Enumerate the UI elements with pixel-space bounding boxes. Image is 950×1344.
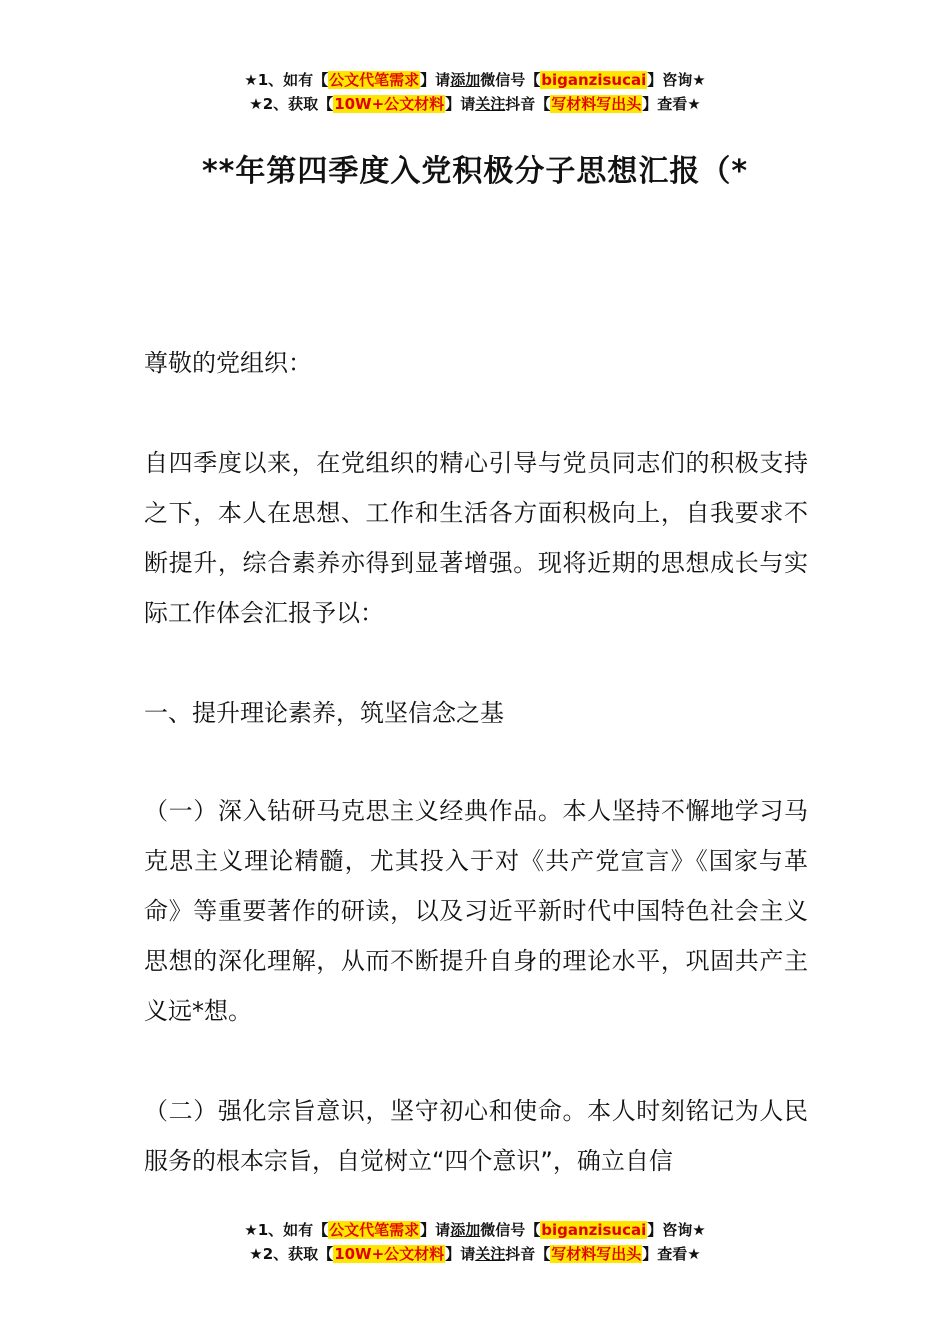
document-title: **年第四季度入党积极分子思想汇报（* xyxy=(201,154,749,189)
banner-text: 】咨询★ xyxy=(647,1221,706,1239)
intro-paragraph xyxy=(144,438,808,638)
item-text: （二）强化宗旨意识，坚守初心和使命。本人时刻铭记为人民服务的根本宗旨，自觉树立“四个意识”，确立自信 xyxy=(144,1097,808,1175)
banner-text: 】请 xyxy=(445,1245,476,1263)
banner-line-2 xyxy=(0,92,950,116)
banner-highlight: 写材料写出头 xyxy=(551,1245,642,1263)
banner-text: 微信号【 xyxy=(480,71,541,89)
banner-highlight: 公文代笔需求 xyxy=(329,1221,420,1239)
banner-emphasis: 关注 xyxy=(475,1245,506,1263)
banner-text: 抖音【 xyxy=(505,1245,551,1263)
banner-emphasis: 关注 xyxy=(475,95,506,113)
banner-text: 微信号【 xyxy=(480,1221,541,1239)
banner-highlight: biganzisucai xyxy=(541,1221,647,1239)
banner-text: 】咨询★ xyxy=(647,71,706,89)
banner-text: ★1、如有【 xyxy=(244,1221,329,1239)
bottom-banner xyxy=(0,1218,950,1266)
banner-line-2 xyxy=(0,1242,950,1266)
salutation xyxy=(144,338,808,388)
item-text: （一）深入钻研马克思主义经典作品。本人坚持不懈地学习马克思主义理论精髓，尤其投入于对《共产党宣言》《国家与革命》等重要著作的研读，以及习近平新时代中国特色社会主义思想的深化理解，从而不断提升自身的理论水平，巩固共产主义远*想。 xyxy=(144,797,808,1025)
banner-highlight: 写材料写出头 xyxy=(551,95,642,113)
banner-text: 抖音【 xyxy=(505,95,551,113)
banner-text: ★2、获取【 xyxy=(249,95,334,113)
banner-text: 】请 xyxy=(420,71,451,89)
salutation-text: 尊敬的党组织： xyxy=(144,349,312,377)
banner-highlight: 10W+公文材料 xyxy=(334,1245,445,1263)
banner-highlight: 公文代笔需求 xyxy=(329,71,420,89)
banner-highlight: 10W+公文材料 xyxy=(334,95,445,113)
banner-text: 】请 xyxy=(420,1221,451,1239)
section-heading-text: 一、提升理论素养，筑坚信念之基 xyxy=(144,699,504,727)
intro-text: 自四季度以来，在党组织的精心引导与党员同志们的积极支持之下，本人在思想、工作和生活各方面积极向上，自我要求不断提升，综合素养亦得到显著增强。现将近期的思想成长与实际工作体会汇报予以： xyxy=(144,449,808,627)
banner-text: 】查看★ xyxy=(642,1245,701,1263)
banner-text: ★2、获取【 xyxy=(249,1245,334,1263)
banner-emphasis: 添加 xyxy=(450,1221,481,1239)
banner-highlight: biganzisucai xyxy=(541,71,647,89)
item-paragraph-2 xyxy=(144,1086,808,1186)
section-heading xyxy=(144,688,808,738)
banner-line-1 xyxy=(0,1218,950,1242)
banner-text: ★1、如有【 xyxy=(244,71,329,89)
item-paragraph-1 xyxy=(144,786,808,1036)
banner-line-1 xyxy=(0,68,950,92)
banner-text: 】请 xyxy=(445,95,476,113)
banner-emphasis: 添加 xyxy=(450,71,481,89)
top-banner xyxy=(0,68,950,116)
banner-text: 】查看★ xyxy=(642,95,701,113)
